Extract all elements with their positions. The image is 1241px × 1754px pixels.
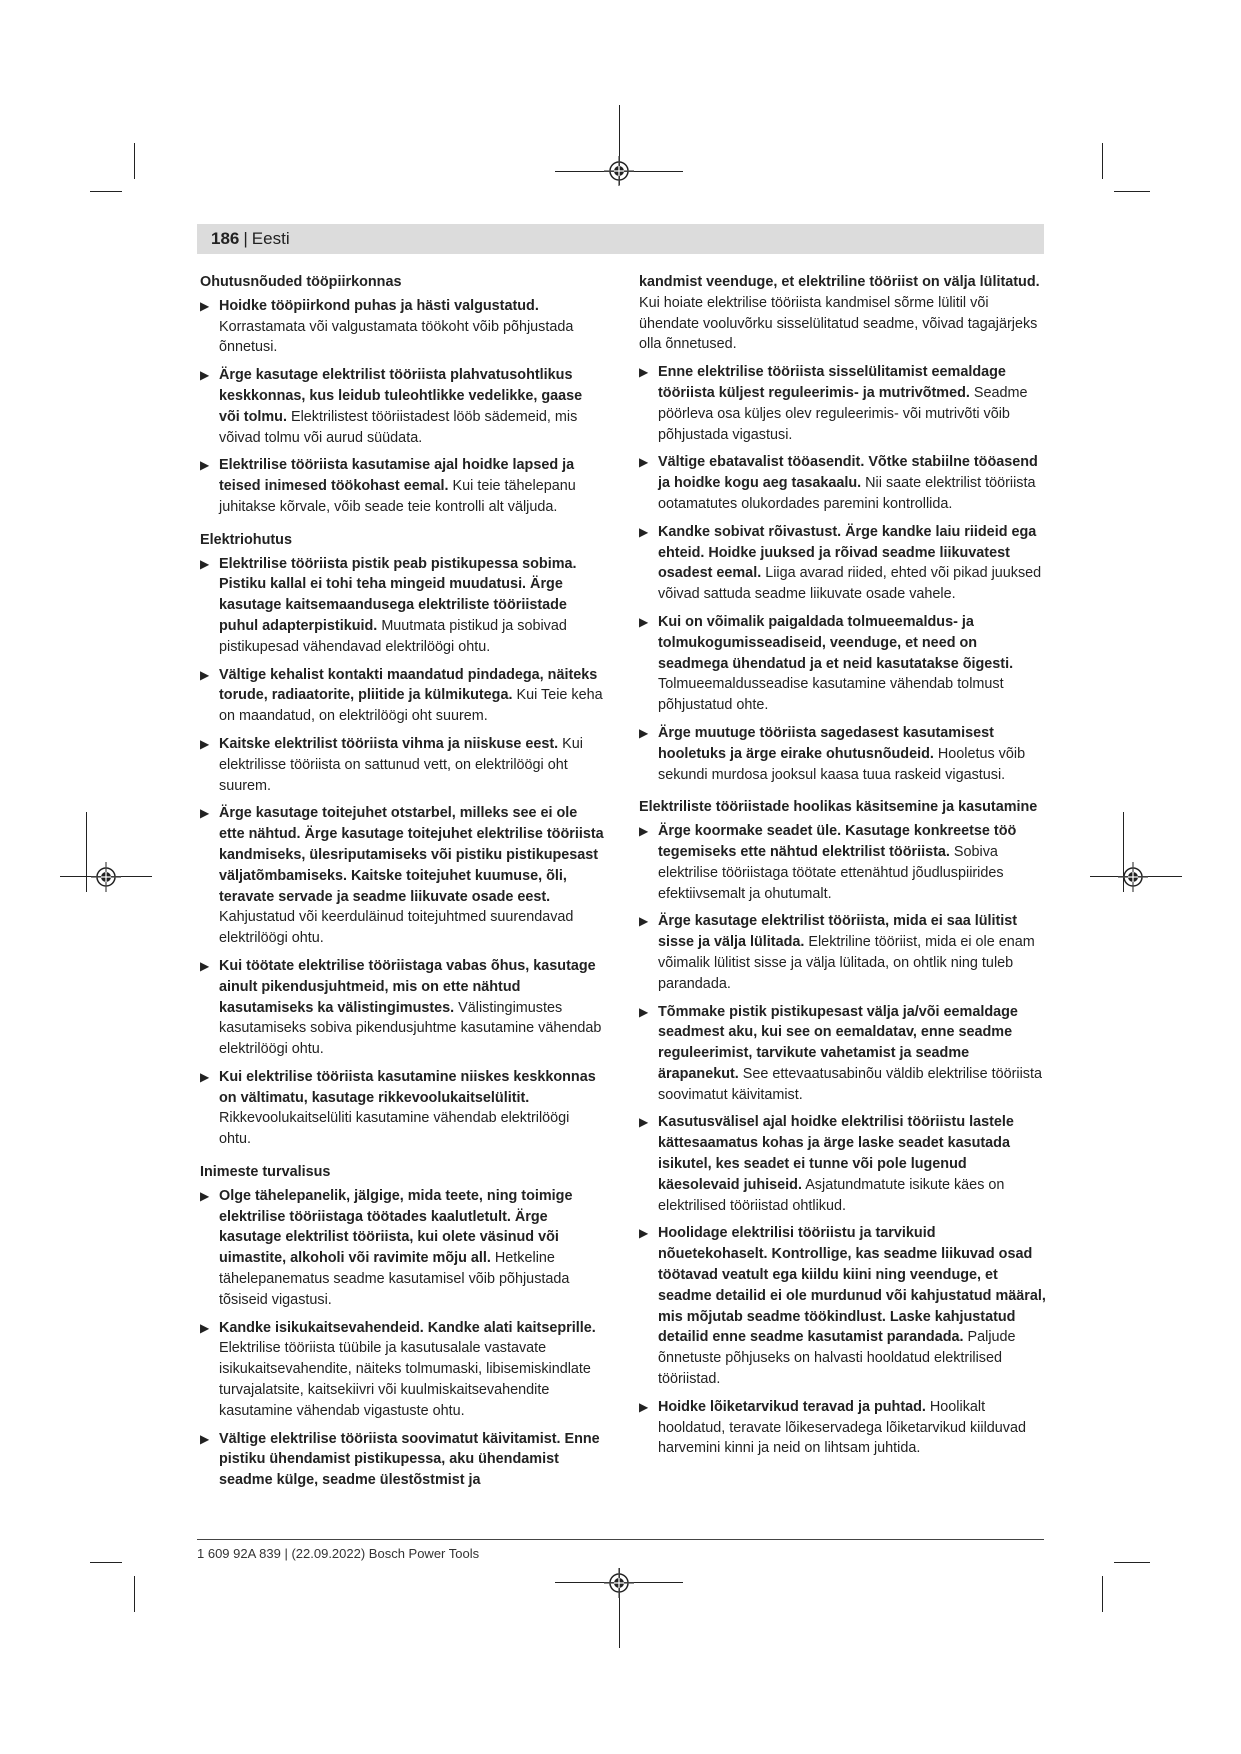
instruction-text: Paljude õnnetuste põhjuseks on halvasti hooldatud elektrilised tööriistad.	[658, 1329, 1016, 1388]
safety-instruction	[639, 1112, 1049, 1216]
crop-mark	[1102, 1576, 1103, 1612]
instruction-bold-text: Olge tähelepanelik, jälgige, mida teete, ning toimige elektrilise tööriistaga töötades kaalutletult. Ärge kasutage elektrilist tööriista, kui olete väsinud või uimastite, alkoholi või ravimite mõju all.	[219, 1187, 573, 1267]
instruction-bold-text: Vältige elektrilise tööriista soovimatut käivitamist. Enne pistiku ühendamist pistikupessa, aku ühendamist seadme külge, seadme ülestõstmist ja	[219, 1430, 600, 1489]
section-heading: Ohutusnõuded tööpiirkonnas	[200, 274, 402, 290]
section-heading: Inimeste turvalisus	[200, 1164, 331, 1181]
bullet-arrow-icon: ▶	[200, 1431, 210, 1446]
instruction-text: Elektrilistest tööriistadest lööb sädemeid, mis võivad tolmu või aurud süüdata.	[219, 408, 578, 446]
instruction-bold-text: Elektrilise tööriista kasutamise ajal hoidke lapsed ja teised inimesed töökohast eemal.	[219, 457, 575, 495]
instruction-text: Hoolikalt hooldatud, teravate lõikeservadega lõiketarvikud kiilduvad harvemini kinni ja neid on lihtsam juhtida.	[658, 1398, 1026, 1457]
instruction-bold-text: Kaitske elektrilist tööriista vihma ja niiskuse eest.	[219, 735, 559, 752]
instruction-text: Elektriline tööriist, mida ei ole enam võimalik lülitist sisse ja välja lülitada, on ohtlik ning tuleb parandada.	[658, 934, 1035, 992]
safety-instruction	[639, 362, 1049, 445]
instruction-bold-text: Kui töötate elektrilise tööriistaga vabas õhus, kasutage ainult pikendusjuhtmeid, mis on ette nähtud kasutamiseks ka välistingimustes.	[219, 957, 596, 1016]
instruction-bold-text: Kui elektrilise tööriista kasutamine niiskes keskkonnas on vältimatu, kasutage rikkevoolukaitselülitit.	[219, 1068, 596, 1106]
bullet-arrow-icon: ▶	[639, 614, 649, 629]
crop-mark	[90, 191, 122, 192]
safety-instruction	[639, 612, 1049, 716]
crop-mark	[1102, 143, 1103, 179]
crop-mark	[1114, 191, 1150, 192]
bullet-arrow-icon: ▶	[639, 1115, 649, 1130]
bullet-arrow-icon: ▶	[200, 667, 210, 682]
crop-mark	[134, 143, 135, 179]
safety-instruction	[200, 365, 605, 448]
instruction-text: Sobiva elektrilise tööriistaga töötate ettenähtud jõudluspiirides efektiivsemalt ja ohutumalt.	[658, 843, 1004, 902]
safety-instruction	[200, 554, 605, 658]
instruction-text: Elektrilise tööriista tüübile ja kasutusalale vastavate isikukaitsevahendite, näiteks tolmumaski, libisemiskindlate turvajalatsite, kaitsekiivri või kuulmiskaitsevahendite kasutamine vähendab vigastuste ohtu.	[219, 1340, 591, 1419]
bullet-arrow-icon: ▶	[200, 736, 210, 751]
safety-instruction	[639, 1397, 1049, 1459]
safety-instruction	[200, 1067, 605, 1150]
bullet-arrow-icon: ▶	[200, 1320, 210, 1335]
bullet-arrow-icon: ▶	[200, 958, 210, 973]
crop-mark	[1114, 1562, 1150, 1563]
instruction-bold-text: Ärge koormake seadet üle. Kasutage konkreetse töö tegemiseks ette nähtud elektrilist tööriista.	[658, 823, 1017, 860]
instruction-bold-text: Kasutusvälisel ajal hoidke elektrilisi tööriistu lastele kättesaamatus kohas ja ärge laske seadet kasutada isikutel, kes seadet ei tunne või pole lugenud käesolevaid juhiseid.	[658, 1114, 1014, 1193]
right-column	[639, 272, 1049, 1466]
instruction-bold-text: Kandke sobivat rõivastust. Ärge kandke laiu riideid ega ehteid. Hoidke juuksed ja rõivad seadme liikuvatest osadest eemal.	[658, 523, 1037, 582]
instruction-bold-text: Ärge kasutage elektrilist tööriista plahvatusohtlikus keskkonnas, kus leidub tuleohtlikke vedelikke, gaase või tolmu.	[219, 367, 583, 425]
registration-mark-icon	[604, 156, 634, 186]
instruction-text: Välistingimustes kasutamiseks sobiva pikendusjuhtme kasutamine vähendab elektrilöögi ohtu.	[219, 999, 602, 1058]
bullet-arrow-icon: ▶	[200, 1188, 210, 1203]
bullet-arrow-icon: ▶	[639, 1226, 649, 1241]
instruction-bold-text: Hoolidage elektrilisi tööriistu ja tarvikuid nõuetekohaselt. Kontrollige, kas seadme liikuvad osad töötavad veatult ega kiildu kiini ning veenduge, et seadme detailid ei ole murdunud või kahjustatud määral, mis mõjutab seadme töökindlust. Laske kahjustatud detailid enne seadme kasutamist parandada.	[658, 1225, 1046, 1346]
page-number: 186	[211, 229, 240, 248]
safety-instruction	[200, 956, 605, 1060]
instruction-bold-text: Ärge kasutage elektrilist tööriista, mida ei saa lülitist sisse ja välja lülitada.	[658, 913, 1018, 951]
instruction-bold-text: Hoidke lõiketarvikud teravad ja puhtad.	[658, 1398, 926, 1415]
registration-line	[86, 812, 87, 892]
instruction-text: Kui Teie keha on maandatud, on elektrilöögi oht suurem.	[219, 687, 603, 725]
instruction-bold-text: Elektrilise tööriista pistik peab pistikupessa sobima. Pistiku kallal ei tohi teha mingeid muudatusi. Ärge kasutage kaitsemaandusega elektriliste tööriistade puhul adapterpistikuid.	[219, 555, 577, 634]
bullet-arrow-icon: ▶	[200, 458, 210, 473]
instruction-text: Kui hoiate elektrilise tööriista kandmisel sõrme lülitil või ühendate vooluvõrku sisselülitatud seadme, võivad tagajärjeks olla õnnetused.	[639, 294, 1038, 353]
safety-instruction	[639, 911, 1049, 994]
instruction-text: Kahjustatud või keerduläinud toitejuhtmed suurendavad elektrilöögi ohtu.	[219, 909, 574, 947]
instruction-text: Kui teie tähelepanu juhitakse kõrvale, võib seade teie kontrolli alt väljuda.	[219, 478, 576, 515]
instruction-bold-text: Tõmmake pistik pistikupesast välja ja/või eemaldage seadmest aku, kui see on eemaldatav, enne seadme reguleerimist, tarvikute vahetamist ja seadme ärapanekut.	[658, 1003, 1018, 1082]
registration-mark-icon	[1118, 862, 1148, 892]
instruction-text: Rikkevoolukaitselüliti kasutamine vähendab elektrilöögi ohtu.	[219, 1110, 570, 1148]
instruction-text: Liiga avarad riided, ehted või pikad juuksed võivad sattuda seadme liikuvate osade vahele.	[658, 565, 1042, 603]
instruction-text: Korrastamata või valgustamata töökoht võib põhjustada õnnetusi.	[219, 318, 574, 356]
safety-instruction	[200, 803, 605, 949]
safety-instruction	[639, 1223, 1049, 1389]
left-column	[200, 272, 605, 1498]
instruction-text: Muutmata pistikud ja sobivad pistikupesad vähendavad elektrilöögi ohtu.	[219, 617, 567, 655]
safety-instruction	[639, 452, 1049, 514]
safety-instruction	[200, 1318, 605, 1422]
bullet-arrow-icon: ▶	[200, 806, 210, 821]
instruction-bold-text: Ärge muutuge tööriista sagedasest kasutamisest hooletuks ja ärge eirake ohutusnõudeid.	[658, 724, 994, 762]
bullet-arrow-icon: ▶	[639, 914, 649, 929]
bullet-arrow-icon: ▶	[200, 1069, 210, 1084]
bullet-arrow-icon: ▶	[200, 298, 210, 313]
instruction-bold-text: Ärge kasutage toitejuhet otstarbel, milleks see ei ole ette nähtud. Ärge kasutage toitejuhet elektrilise tööriista kandmiseks, ülesriputamiseks või pistiku pistikupesast väljatõmbamiseks. Kaitske toitejuhet kuumuse, õli, teravate servade ja seadme liikuvate osade eest.	[219, 805, 604, 905]
crop-mark	[90, 1562, 122, 1563]
bullet-arrow-icon: ▶	[639, 365, 649, 380]
registration-mark-icon	[604, 1568, 634, 1598]
safety-instruction	[639, 723, 1049, 785]
instruction-text: See ettevaatusabinõu väldib elektrilise tööriista soovimatut käivitamist.	[658, 1065, 1042, 1103]
safety-instruction	[639, 1002, 1049, 1106]
section-heading: Elektriliste tööriistade hoolikas käsitsemine ja kasutamine	[639, 799, 1038, 816]
instruction-bold-text: Kui on võimalik paigaldada tolmueemaldus- ja tolmukogumisseadiseid, veenduge, et need on seadmega ühendatud ja et neid kasutatakse õigesti.	[658, 613, 1014, 672]
footer-rule	[197, 1539, 1044, 1540]
instruction-text: Tolmueemaldusseadise kasutamine vähendab tolmust põhjustatud ohte.	[658, 676, 1004, 714]
page-footer: 1 609 92A 839 | (22.09.2022) Bosch Power Tools	[197, 1546, 480, 1561]
instruction-text: Seadme pöörleva osa küljes olev reguleerimis- või mutrivõti võib põhjustada vigastusi.	[658, 384, 1028, 443]
safety-instruction	[200, 1429, 605, 1491]
instruction-text: Kui elektrilisse tööriista on sattunud vett, on elektrilöögi oht suurem.	[219, 735, 583, 794]
header-separator: |	[243, 229, 248, 248]
safety-instruction	[200, 734, 605, 796]
bullet-arrow-icon: ▶	[639, 524, 649, 539]
crop-mark	[134, 1576, 135, 1612]
safety-instruction	[200, 665, 605, 727]
bullet-arrow-icon: ▶	[639, 1004, 649, 1019]
instruction-bold-text: Enne elektrilise tööriista sisselülitamist eemaldage tööriista küljest reguleerimis- ja mutrivõtmed.	[658, 364, 1006, 401]
section-heading: Elektriohutus	[200, 531, 292, 548]
safety-instruction	[200, 1186, 605, 1311]
bullet-arrow-icon: ▶	[639, 1399, 649, 1414]
bullet-arrow-icon: ▶	[639, 455, 649, 470]
safety-instruction	[200, 455, 605, 517]
instruction-text: Asjatundmatute isikute käes on elektrilised tööriistad ohtlikud.	[658, 1176, 1005, 1214]
instruction-text: Nii saate elektrilist tööriista ootamatutes olukordades paremini kontrollida.	[658, 475, 1036, 512]
safety-instruction	[200, 296, 605, 358]
instruction-continuation	[639, 272, 1049, 355]
instruction-bold-text: Hoidke tööpiirkond puhas ja hästi valgustatud.	[219, 297, 539, 314]
header-language: Eesti	[251, 229, 290, 248]
bullet-arrow-icon: ▶	[639, 824, 649, 839]
instruction-text: Hetkeline tähelepanematus seadme kasutamisel võib põhjustada tõsiseid vigastusi.	[219, 1250, 570, 1308]
page-header	[197, 224, 1044, 254]
bullet-arrow-icon: ▶	[200, 556, 210, 571]
instruction-text: Hooletus võib sekundi murdosa jooksul kaasa tuua raskeid vigastusi.	[658, 745, 1026, 783]
bullet-arrow-icon: ▶	[200, 368, 210, 383]
safety-instruction	[639, 522, 1049, 605]
safety-instruction	[639, 821, 1049, 904]
instruction-bold-text: Kandke isikukaitsevahendeid. Kandke alati kaitseprille.	[219, 1319, 596, 1336]
instruction-bold-text: Vältige ebatavalist tööasendit. Võtke stabiilne tööasend ja hoidke kogu aeg tasakaalu.	[658, 454, 1038, 492]
registration-mark-icon	[91, 862, 121, 892]
bullet-arrow-icon: ▶	[639, 725, 649, 740]
instruction-bold-text: Vältige kehalist kontakti maandatud pindadega, näiteks torude, radiaatorite, pliitide ja külmikutega.	[219, 666, 598, 704]
instruction-bold-text: kandmist veenduge, et elektriline tööriist on välja lülitatud.	[639, 274, 1040, 290]
